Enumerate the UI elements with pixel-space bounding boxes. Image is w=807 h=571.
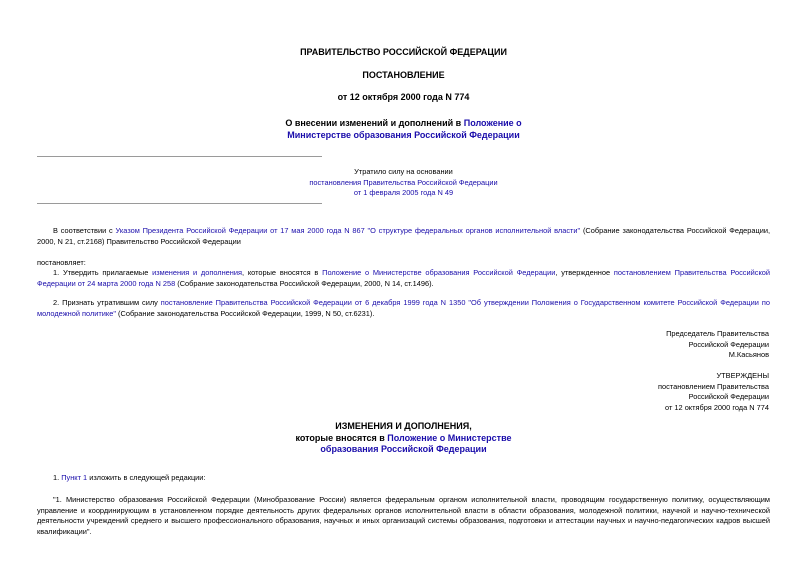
status-note-text: Утратило силу на основании bbox=[354, 167, 453, 176]
item-1-text-3: , утвержденное bbox=[555, 268, 614, 277]
title-link-regulation[interactable]: Положение о bbox=[463, 118, 522, 128]
point-1-number: 1. bbox=[53, 473, 62, 482]
preamble-text-cont: (Собрание законодательства Российской Федерации, 2000, N 21, ст.2168) Правительство Российской Федерации bbox=[37, 226, 771, 246]
resolution-258-link[interactable]: постановлением Правительства Российской Федерации от 24 марта 2000 года N 258 bbox=[37, 268, 770, 288]
quote-paragraph: "1. Министерство образования Российской Федерации (Минобразование России) является федеральным органом исполнительной власти, проводящим государственную политику, осуществляющим управление и координирующим в установленном порядке деятельность других федеральных органов исполнительной власти в области образования, молодежной политики, научной и научно-технической деятельности учреждений среднего и высшего профессионального образования, научных и иных организаций системы образования, подготовки и аттестации научных и научно-педагогических кадров высшей квалификации". bbox=[37, 495, 770, 536]
approved-country: Российской Федерации bbox=[688, 392, 769, 402]
status-note-link-date[interactable]: от 1 февраля 2005 года N 49 bbox=[353, 188, 454, 197]
item-1-text-2: , которые вносятся в bbox=[242, 268, 323, 277]
item-2-text-2: (Собрание законодательства Российской Федерации, 1999, N 50, ст.6231). bbox=[115, 308, 375, 318]
separator-line-bottom bbox=[37, 203, 322, 204]
resolution-1350-link[interactable]: постановление Правительства Российской Федерации от 6 декабря 1999 года N 1350 "Об утверждении Положения о Государственном комитете Российской Федерации по молодежной политике" bbox=[37, 298, 770, 318]
resolves-text: постановляет: bbox=[37, 258, 86, 267]
document-date: от 12 октября 2000 года N 774 bbox=[337, 92, 470, 102]
point-1-text: изложить в следующей редакции: bbox=[87, 473, 206, 482]
item-2-text: 2. Признать утратившим силу bbox=[53, 298, 161, 307]
document-title bbox=[0, 118, 807, 141]
signature-position: Председатель Правительства bbox=[666, 329, 769, 338]
item-1-text-4: (Собрание законодательства Российской Федерации, 2000, N 14, ст.1496). bbox=[175, 278, 434, 288]
signature-block bbox=[666, 329, 769, 361]
preamble-paragraph bbox=[37, 226, 770, 247]
signature-name: М.Касьянов bbox=[728, 350, 769, 360]
preamble-text: В соответствии с bbox=[53, 226, 116, 235]
title-prefix: О внесении изменений и дополнений в bbox=[285, 118, 464, 128]
changes-title bbox=[0, 421, 807, 456]
item-2-paragraph bbox=[37, 298, 770, 319]
separator-line-top bbox=[37, 156, 322, 157]
status-note-link[interactable]: постановления Правительства Российской Федерации bbox=[309, 177, 498, 187]
item-1-paragraph bbox=[37, 268, 770, 289]
regulation-link[interactable]: Положение о Министерстве образования Российской Федерации bbox=[322, 268, 556, 277]
signature-country: Российской Федерации bbox=[688, 339, 769, 349]
approved-label: УТВЕРЖДЕНЫ bbox=[716, 371, 769, 380]
decree-link[interactable]: Указом Президента Российской Федерации от 17 мая 2000 года N 867 "О структуре федеральных органов исполнительной власти" bbox=[115, 226, 581, 235]
approved-by: постановлением Правительства bbox=[658, 381, 769, 391]
status-note bbox=[300, 167, 507, 199]
point-1-paragraph bbox=[37, 473, 770, 484]
changes-title-text: которые вносятся в bbox=[295, 432, 388, 443]
document-type: ПОСТАНОВЛЕНИЕ bbox=[362, 70, 445, 80]
item-1-text: 1. Утвердить прилагаемые bbox=[53, 268, 153, 277]
approved-date: от 12 октября 2000 года N 774 bbox=[665, 402, 769, 412]
government-heading: ПРАВИТЕЛЬСТВО РОССИЙСКОЙ ФЕДЕРАЦИИ bbox=[300, 47, 507, 57]
changes-title-line1: ИЗМЕНЕНИЯ И ДОПОЛНЕНИЯ, bbox=[335, 421, 472, 431]
point-1-link[interactable]: Пункт 1 bbox=[61, 473, 88, 482]
changes-title-link[interactable]: Положение о Министерстве bbox=[387, 432, 512, 443]
approved-block bbox=[658, 371, 769, 413]
changes-link[interactable]: изменения и дополнения bbox=[152, 268, 242, 277]
changes-title-link-cont[interactable]: образования Российской Федерации bbox=[320, 444, 487, 454]
title-link-regulation-cont[interactable]: Министерстве образования Российской Федерации bbox=[287, 129, 520, 140]
